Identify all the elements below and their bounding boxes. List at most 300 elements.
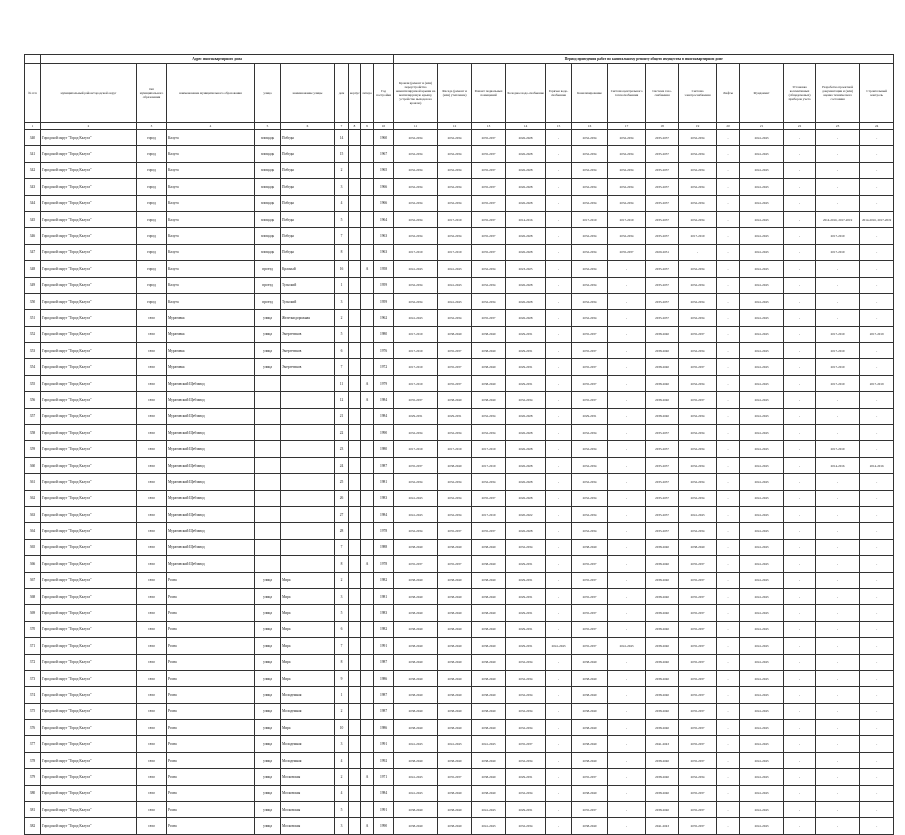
table-cell: Калуга: [167, 244, 255, 260]
table-cell: -: [816, 720, 860, 736]
table-cell: село: [137, 588, 167, 604]
table-cell: 353: [25, 343, 41, 359]
column-header: наименование улицы: [281, 64, 335, 123]
table-cell: 369: [25, 605, 41, 621]
table-row: [25, 310, 894, 326]
table-cell: 2035-2037: [572, 802, 608, 818]
table-row: [25, 654, 894, 670]
header-group-row: [25, 55, 894, 64]
column-header: Год постройки: [374, 64, 394, 123]
table-cell: 2035-2037: [472, 195, 506, 211]
table-cell: 2035-2037: [572, 638, 608, 654]
table-cell: 2: [335, 162, 349, 178]
table-cell: 2038-2040: [472, 670, 506, 686]
table-cell: 2032-2034: [472, 474, 506, 490]
table-cell: 1983: [374, 490, 394, 506]
table-cell: 2035-2037: [572, 392, 608, 408]
table-cell: -: [546, 588, 572, 604]
table-cell: -: [546, 818, 572, 834]
table-cell: 350: [25, 293, 41, 309]
table-cell: 2038-2040: [646, 802, 679, 818]
table-cell: -: [860, 523, 894, 539]
table-cell: 1981: [374, 588, 394, 604]
table-cell: -: [816, 146, 860, 162]
table-cell: 2032-2034: [572, 310, 608, 326]
table-cell: 2041-2043: [740, 392, 784, 408]
table-cell: 2026-2028: [506, 130, 546, 146]
table-cell: 2038-2040: [472, 687, 506, 703]
table-cell: 2038-2040: [394, 539, 438, 555]
table-cell: 351: [25, 310, 41, 326]
table-cell: 2038-2040: [394, 720, 438, 736]
table-cell: площадь: [255, 211, 281, 227]
table-cell: -: [784, 195, 816, 211]
table-cell: 2017-2019: [816, 343, 860, 359]
table-cell: -: [860, 638, 894, 654]
table-cell: -: [608, 687, 646, 703]
table-cell: 2041-2043: [740, 375, 784, 391]
table-row: [25, 474, 894, 490]
table-cell: 28: [335, 523, 349, 539]
table-row: [25, 605, 894, 621]
table-cell: Тульский: [281, 293, 335, 309]
table-cell: 2038-2040: [646, 588, 679, 604]
table-cell: -: [546, 703, 572, 719]
table-cell: 2032-2034: [679, 375, 717, 391]
table-cell: Мира: [281, 605, 335, 621]
table-cell: 2041-2043: [740, 572, 784, 588]
table-cell: 2038-2040: [438, 670, 472, 686]
table-cell: -: [784, 588, 816, 604]
table-cell: 1965: [374, 162, 394, 178]
table-cell: Городской округ "Город Калуга": [41, 638, 137, 654]
table-cell: 2032-2034: [679, 441, 717, 457]
table-cell: 2041-2043: [740, 785, 784, 801]
table-cell: 2035-2037: [472, 228, 506, 244]
table-cell: 2041-2043: [740, 310, 784, 326]
table-cell: -: [860, 425, 894, 441]
table-cell: -: [546, 736, 572, 752]
table-cell: -: [608, 425, 646, 441]
table-cell: Росва: [167, 720, 255, 736]
table-cell: улица: [255, 605, 281, 621]
table-cell: 382: [25, 818, 41, 834]
table-cell: [349, 523, 361, 539]
table-cell: 2035-2037: [679, 638, 717, 654]
table-cell: 2035-2037: [646, 162, 679, 178]
table-cell: 381: [25, 802, 41, 818]
table-cell: -: [784, 490, 816, 506]
table-cell: 2035-2037: [472, 130, 506, 146]
table-cell: [255, 392, 281, 408]
table-cell: 2032-2034: [438, 179, 472, 195]
table-cell: -: [608, 408, 646, 424]
table-cell: -: [546, 556, 572, 572]
table-cell: [349, 670, 361, 686]
table-cell: 2032-2034: [572, 490, 608, 506]
table-cell: -: [784, 375, 816, 391]
table-cell: -: [860, 539, 894, 555]
table-cell: -: [608, 539, 646, 555]
table-row: [25, 261, 894, 277]
table-cell: Городской округ "Город Калуга": [41, 572, 137, 588]
table-cell: [361, 130, 374, 146]
column-number: 3: [137, 123, 167, 130]
column-number: 14: [506, 123, 546, 130]
column-header: улица: [255, 64, 281, 123]
table-cell: 2038-2040: [646, 654, 679, 670]
table-cell: -: [816, 261, 860, 277]
table-cell: [349, 179, 361, 195]
table-cell: 2038-2040: [472, 638, 506, 654]
table-cell: -: [860, 654, 894, 670]
table-cell: -: [816, 556, 860, 572]
table-row: [25, 146, 894, 162]
table-cell: 2032-2034: [506, 720, 546, 736]
table-cell: -: [784, 654, 816, 670]
table-cell: 2035-2037: [572, 605, 608, 621]
table-cell: 2041-2043: [646, 736, 679, 752]
table-cell: -: [717, 457, 740, 473]
table-cell: 2035-2037: [679, 588, 717, 604]
table-cell: А: [361, 818, 374, 834]
table-cell: 2038-2040: [572, 818, 608, 834]
table-cell: 2035-2037: [679, 572, 717, 588]
table-cell: Городской округ "Город Калуга": [41, 474, 137, 490]
table-cell: -: [546, 523, 572, 539]
column-header: Кровли (ремонт и (или) переустройство невентилируемой крыши на вентилируемую крышу, устройство выходов на кровлю): [394, 64, 438, 123]
table-cell: -: [784, 425, 816, 441]
table-row: [25, 179, 894, 195]
table-cell: -: [546, 228, 572, 244]
table-row: [25, 277, 894, 293]
table-cell: Росва: [167, 785, 255, 801]
table-cell: -: [546, 310, 572, 326]
table-cell: -: [816, 605, 860, 621]
table-row: [25, 425, 894, 441]
table-cell: 2026-2028: [506, 408, 546, 424]
table-cell: Росва: [167, 670, 255, 686]
table-cell: 2041-2043: [740, 687, 784, 703]
table-cell: 2041-2043: [740, 670, 784, 686]
table-cell: -: [860, 228, 894, 244]
table-cell: 2026-2028: [506, 425, 546, 441]
table-cell: -: [717, 785, 740, 801]
table-cell: Муратовский Щебзавод: [167, 506, 255, 522]
table-cell: Городской округ "Город Калуга": [41, 769, 137, 785]
table-cell: 2017-2019: [572, 211, 608, 227]
table-cell: 2032-2034: [572, 179, 608, 195]
table-cell: 2032-2034: [472, 277, 506, 293]
table-cell: -: [816, 474, 860, 490]
table-cell: -: [784, 670, 816, 686]
table-row: [25, 228, 894, 244]
table-cell: Молодежная: [281, 687, 335, 703]
table-cell: [361, 490, 374, 506]
table-cell: 367: [25, 572, 41, 588]
table-cell: 1963: [374, 228, 394, 244]
table-cell: улица: [255, 818, 281, 834]
table-cell: 2026-2028: [506, 228, 546, 244]
table-cell: -: [717, 343, 740, 359]
table-cell: село: [137, 310, 167, 326]
table-cell: 2032-2034: [394, 228, 438, 244]
table-cell: 2035-2037: [646, 261, 679, 277]
table-cell: улица: [255, 703, 281, 719]
header-group-works: Период проведения работ по капитальному ремонту общего имущества в многоквартирном доме: [394, 55, 894, 64]
table-cell: [349, 228, 361, 244]
table-cell: -: [860, 244, 894, 260]
table-cell: 2029-2031: [506, 588, 546, 604]
table-cell: 2032-2034: [608, 146, 646, 162]
column-header: Система электроснабжения: [679, 64, 717, 123]
table-cell: [349, 392, 361, 408]
table-cell: 2032-2034: [572, 228, 608, 244]
table-cell: 2014-2016, 2017-2019: [816, 211, 860, 227]
table-cell: село: [137, 441, 167, 457]
table-cell: -: [608, 588, 646, 604]
table-cell: 2017-2019: [438, 244, 472, 260]
table-cell: село: [137, 670, 167, 686]
table-cell: 27: [335, 506, 349, 522]
table-cell: 2032-2034: [572, 425, 608, 441]
table-cell: -: [860, 785, 894, 801]
table-cell: [349, 244, 361, 260]
table-cell: 23: [335, 441, 349, 457]
table-cell: 2035-2037: [679, 556, 717, 572]
table-cell: 11: [335, 375, 349, 391]
table-cell: -: [860, 277, 894, 293]
table-cell: Муратовский Щебзавод: [167, 441, 255, 457]
column-header: Лифты: [717, 64, 740, 123]
table-cell: село: [137, 654, 167, 670]
table-cell: -: [784, 687, 816, 703]
table-cell: 2017-2019: [816, 441, 860, 457]
table-cell: -: [860, 736, 894, 752]
table-cell: 1984: [374, 506, 394, 522]
table-cell: Росва: [167, 588, 255, 604]
table-cell: 2041-2043: [740, 441, 784, 457]
table-cell: 2041-2043: [740, 539, 784, 555]
table-cell: 2032-2034: [438, 506, 472, 522]
table-cell: 2035-2037: [394, 392, 438, 408]
table-cell: 2026-2028: [506, 457, 546, 473]
table-cell: -: [608, 556, 646, 572]
table-cell: 2026-2028: [506, 162, 546, 178]
table-cell: улица: [255, 785, 281, 801]
table-cell: 3: [335, 293, 349, 309]
table-cell: [361, 605, 374, 621]
table-cell: 2032-2034: [506, 818, 546, 834]
table-cell: 2032-2034: [438, 146, 472, 162]
table-cell: 2032-2034: [679, 211, 717, 227]
table-cell: 12: [335, 392, 349, 408]
table-cell: -: [546, 162, 572, 178]
table-cell: 2038-2040: [646, 785, 679, 801]
table-cell: -: [717, 556, 740, 572]
table-cell: -: [608, 621, 646, 637]
table-cell: 2038-2040: [472, 752, 506, 768]
table-cell: -: [860, 621, 894, 637]
table-cell: проезд: [255, 261, 281, 277]
table-cell: 2029-2031: [506, 769, 546, 785]
table-cell: 2041-2043: [740, 359, 784, 375]
table-body: [25, 130, 894, 835]
table-cell: Мира: [281, 720, 335, 736]
table-cell: 2041-2043: [646, 818, 679, 834]
table-cell: 2032-2034: [572, 457, 608, 473]
table-cell: Муратовский Щебзавод: [167, 375, 255, 391]
table-cell: -: [717, 588, 740, 604]
column-header: Строительный контроль: [860, 64, 894, 123]
table-cell: [361, 343, 374, 359]
table-cell: Муратовка: [167, 359, 255, 375]
table-cell: 2041-2043: [740, 506, 784, 522]
table-cell: 1987: [374, 687, 394, 703]
table-cell: 2038-2040: [472, 556, 506, 572]
table-cell: 2041-2043: [740, 802, 784, 818]
table-row: [25, 326, 894, 342]
table-cell: -: [546, 720, 572, 736]
table-cell: Городской округ "Город Калуга": [41, 179, 137, 195]
table-cell: Городской округ "Город Калуга": [41, 310, 137, 326]
table-cell: -: [816, 572, 860, 588]
table-cell: 359: [25, 441, 41, 457]
table-cell: -: [608, 605, 646, 621]
table-cell: -: [608, 785, 646, 801]
table-cell: 356: [25, 392, 41, 408]
table-cell: 2041-2043: [679, 506, 717, 522]
table-cell: 2032-2034: [394, 162, 438, 178]
table-cell: Росва: [167, 687, 255, 703]
table-cell: -: [717, 687, 740, 703]
table-cell: Городской округ "Город Калуга": [41, 211, 137, 227]
table-cell: 340: [25, 130, 41, 146]
table-cell: -: [717, 654, 740, 670]
table-cell: Московская: [281, 802, 335, 818]
table-cell: -: [608, 293, 646, 309]
table-cell: -: [717, 130, 740, 146]
table-cell: 2029-2031: [506, 556, 546, 572]
table-cell: [255, 474, 281, 490]
table-cell: [361, 638, 374, 654]
table-cell: [361, 244, 374, 260]
table-cell: Мира: [281, 588, 335, 604]
table-cell: 2032-2034: [394, 474, 438, 490]
table-cell: Мира: [281, 670, 335, 686]
table-cell: 2038-2040: [572, 670, 608, 686]
table-cell: -: [717, 162, 740, 178]
table-cell: Муратовский Щебзавод: [167, 474, 255, 490]
table-cell: -: [717, 802, 740, 818]
table-cell: -: [546, 572, 572, 588]
table-cell: Победы: [281, 211, 335, 227]
column-header: Система центрального теплоснабжения: [608, 64, 646, 123]
table-cell: -: [717, 146, 740, 162]
table-cell: 2035-2037: [646, 277, 679, 293]
table-cell: 2041-2043: [740, 195, 784, 211]
table-cell: 2038-2040: [572, 687, 608, 703]
table-cell: Городской округ "Город Калуга": [41, 670, 137, 686]
table-cell: 361: [25, 474, 41, 490]
table-cell: Городской округ "Город Калуга": [41, 130, 137, 146]
table-cell: 2038-2040: [646, 556, 679, 572]
table-cell: -: [546, 359, 572, 375]
table-cell: 347: [25, 244, 41, 260]
table-cell: 2017-2019: [816, 244, 860, 260]
table-cell: -: [816, 654, 860, 670]
table-cell: село: [137, 785, 167, 801]
table-cell: 2014-2016: [816, 457, 860, 473]
table-cell: -: [546, 293, 572, 309]
table-cell: -: [717, 621, 740, 637]
table-cell: 2032-2034: [394, 277, 438, 293]
table-cell: -: [546, 441, 572, 457]
table-cell: -: [860, 605, 894, 621]
table-cell: Калуга: [167, 228, 255, 244]
table-cell: [361, 752, 374, 768]
table-cell: [361, 802, 374, 818]
table-cell: Городской округ "Город Калуга": [41, 195, 137, 211]
table-row: [25, 457, 894, 473]
table-header: [25, 55, 894, 130]
table-cell: -: [608, 769, 646, 785]
table-cell: город: [137, 130, 167, 146]
table-cell: 14: [335, 130, 349, 146]
table-cell: 3: [335, 736, 349, 752]
table-cell: площадь: [255, 228, 281, 244]
table-cell: 1982: [374, 572, 394, 588]
table-cell: -: [717, 818, 740, 834]
table-cell: 2035-2037: [472, 244, 506, 260]
table-cell: 2035-2037: [472, 523, 506, 539]
table-cell: Муратовский Щебзавод: [167, 408, 255, 424]
table-cell: -: [784, 211, 816, 227]
table-cell: 365: [25, 539, 41, 555]
table-cell: 2035-2037: [679, 785, 717, 801]
table-cell: -: [608, 523, 646, 539]
table-cell: 2041-2043: [740, 769, 784, 785]
table-cell: 2035-2037: [646, 293, 679, 309]
table-cell: улица: [255, 638, 281, 654]
table-cell: 2017-2019: [679, 228, 717, 244]
table-cell: 2032-2034: [394, 130, 438, 146]
table-cell: Городской округ "Город Калуга": [41, 818, 137, 834]
column-number: 13: [472, 123, 506, 130]
table-cell: -: [816, 179, 860, 195]
table-cell: 2041-2043: [394, 261, 438, 277]
table-cell: 2014-2016: [860, 457, 894, 473]
table-cell: 2038-2040: [646, 670, 679, 686]
table-cell: 2041-2043: [546, 638, 572, 654]
table-cell: село: [137, 506, 167, 522]
table-cell: -: [860, 720, 894, 736]
table-cell: -: [717, 670, 740, 686]
table-cell: [361, 293, 374, 309]
table-cell: -: [546, 785, 572, 801]
table-cell: Московская: [281, 818, 335, 834]
table-cell: Росва: [167, 654, 255, 670]
table-cell: Росва: [167, 736, 255, 752]
table-cell: -: [608, 392, 646, 408]
table-cell: село: [137, 359, 167, 375]
table-cell: 2026-2028: [506, 293, 546, 309]
table-cell: [255, 408, 281, 424]
table-row: [25, 392, 894, 408]
table-cell: 2032-2034: [608, 195, 646, 211]
table-cell: [349, 752, 361, 768]
table-cell: -: [860, 474, 894, 490]
